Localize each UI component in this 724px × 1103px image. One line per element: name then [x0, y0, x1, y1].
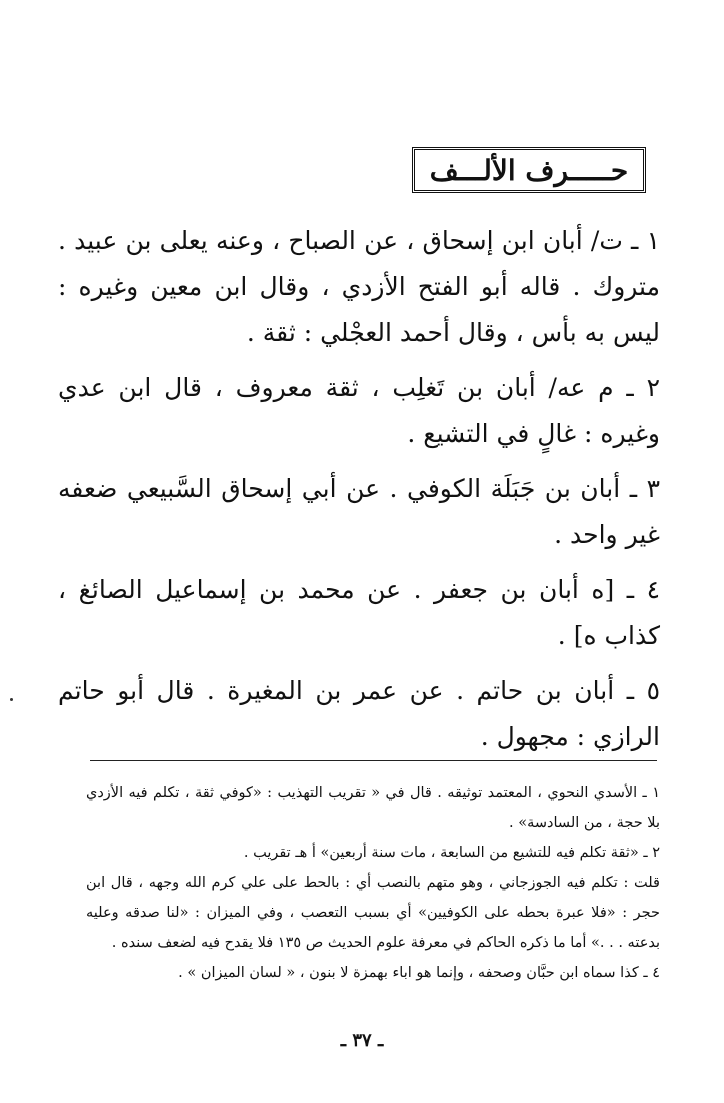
entry-3: ٣ ـ أبان بن جَبَلَة الكوفي . عن أبي إسحاق السَّبيعي ضعفه غير واحد .	[58, 474, 660, 549]
footnote-2-continuation: قلت : تكلم فيه الجوزجاني ، وهو متهم بالنصب أي : بالحط على علي كرم الله وجهه ، قال ابن حجر : «فلا عبرة بحطه على الكوفيين» أي بسبب التعصب ، وفي الميزان : «لنا صدقه وعليه بدعته . . .» أما ما ذكره الحاكم في معرفة علوم الحديث ص ١٣٥ فلا يقدح فيه لضعف سنده .	[86, 875, 660, 951]
footnote-2: ٢ ـ «ثقة تكلم فيه للتشيع من السابعة ، مات سنة أربعين» أ هـ تقريب .	[243, 845, 660, 861]
footnote-1: ١ ـ الأسدي النحوي ، المعتمد توثيقه . قال في « تقريب التهذيب : «كوفي ثقة ، تكلم فيه الأزدي بلا حجة ، من السادسة» .	[86, 785, 660, 831]
footnotes	[86, 778, 660, 988]
footnote-4: ٤ ـ كذا سماه ابن حبَّان وصحفه ، وإنما هو اباء بهمزة لا بنون ، « لسان الميزان » .	[178, 965, 660, 981]
section-title-box	[412, 147, 646, 193]
page-number: ـ ٣٧ ـ	[340, 1030, 384, 1051]
footnote-divider	[90, 760, 657, 761]
entry-2: ٢ ـ م عه/ أبان بن تَغلِب ، ثقة معروف ، قال ابن عدي وغيره : غالٍ في التشيع .	[58, 373, 660, 448]
entry-1: ١ ـ ت/ أبان ابن إسحاق ، عن الصباح ، وعنه يعلى بن عبيد . متروك . قاله أبو الفتح الأزدي ، وقال ابن معين وغيره : ليس به بأس ، وقال أحمد العجْلي : ثقة .	[58, 226, 660, 347]
entry-5: ٥ ـ أبان بن حاتم . عن عمر بن المغيرة . قال أبو حاتم الرازي : مجهول .	[58, 676, 660, 751]
entry-4: ٤ ـ [ه أبان بن جعفر . عن محمد بن إسماعيل الصائغ ، كذاب ه] .	[58, 575, 660, 650]
main-text	[58, 218, 660, 769]
section-title: حـــــرف الألـــف	[429, 153, 629, 187]
margin-mark	[10, 698, 13, 701]
